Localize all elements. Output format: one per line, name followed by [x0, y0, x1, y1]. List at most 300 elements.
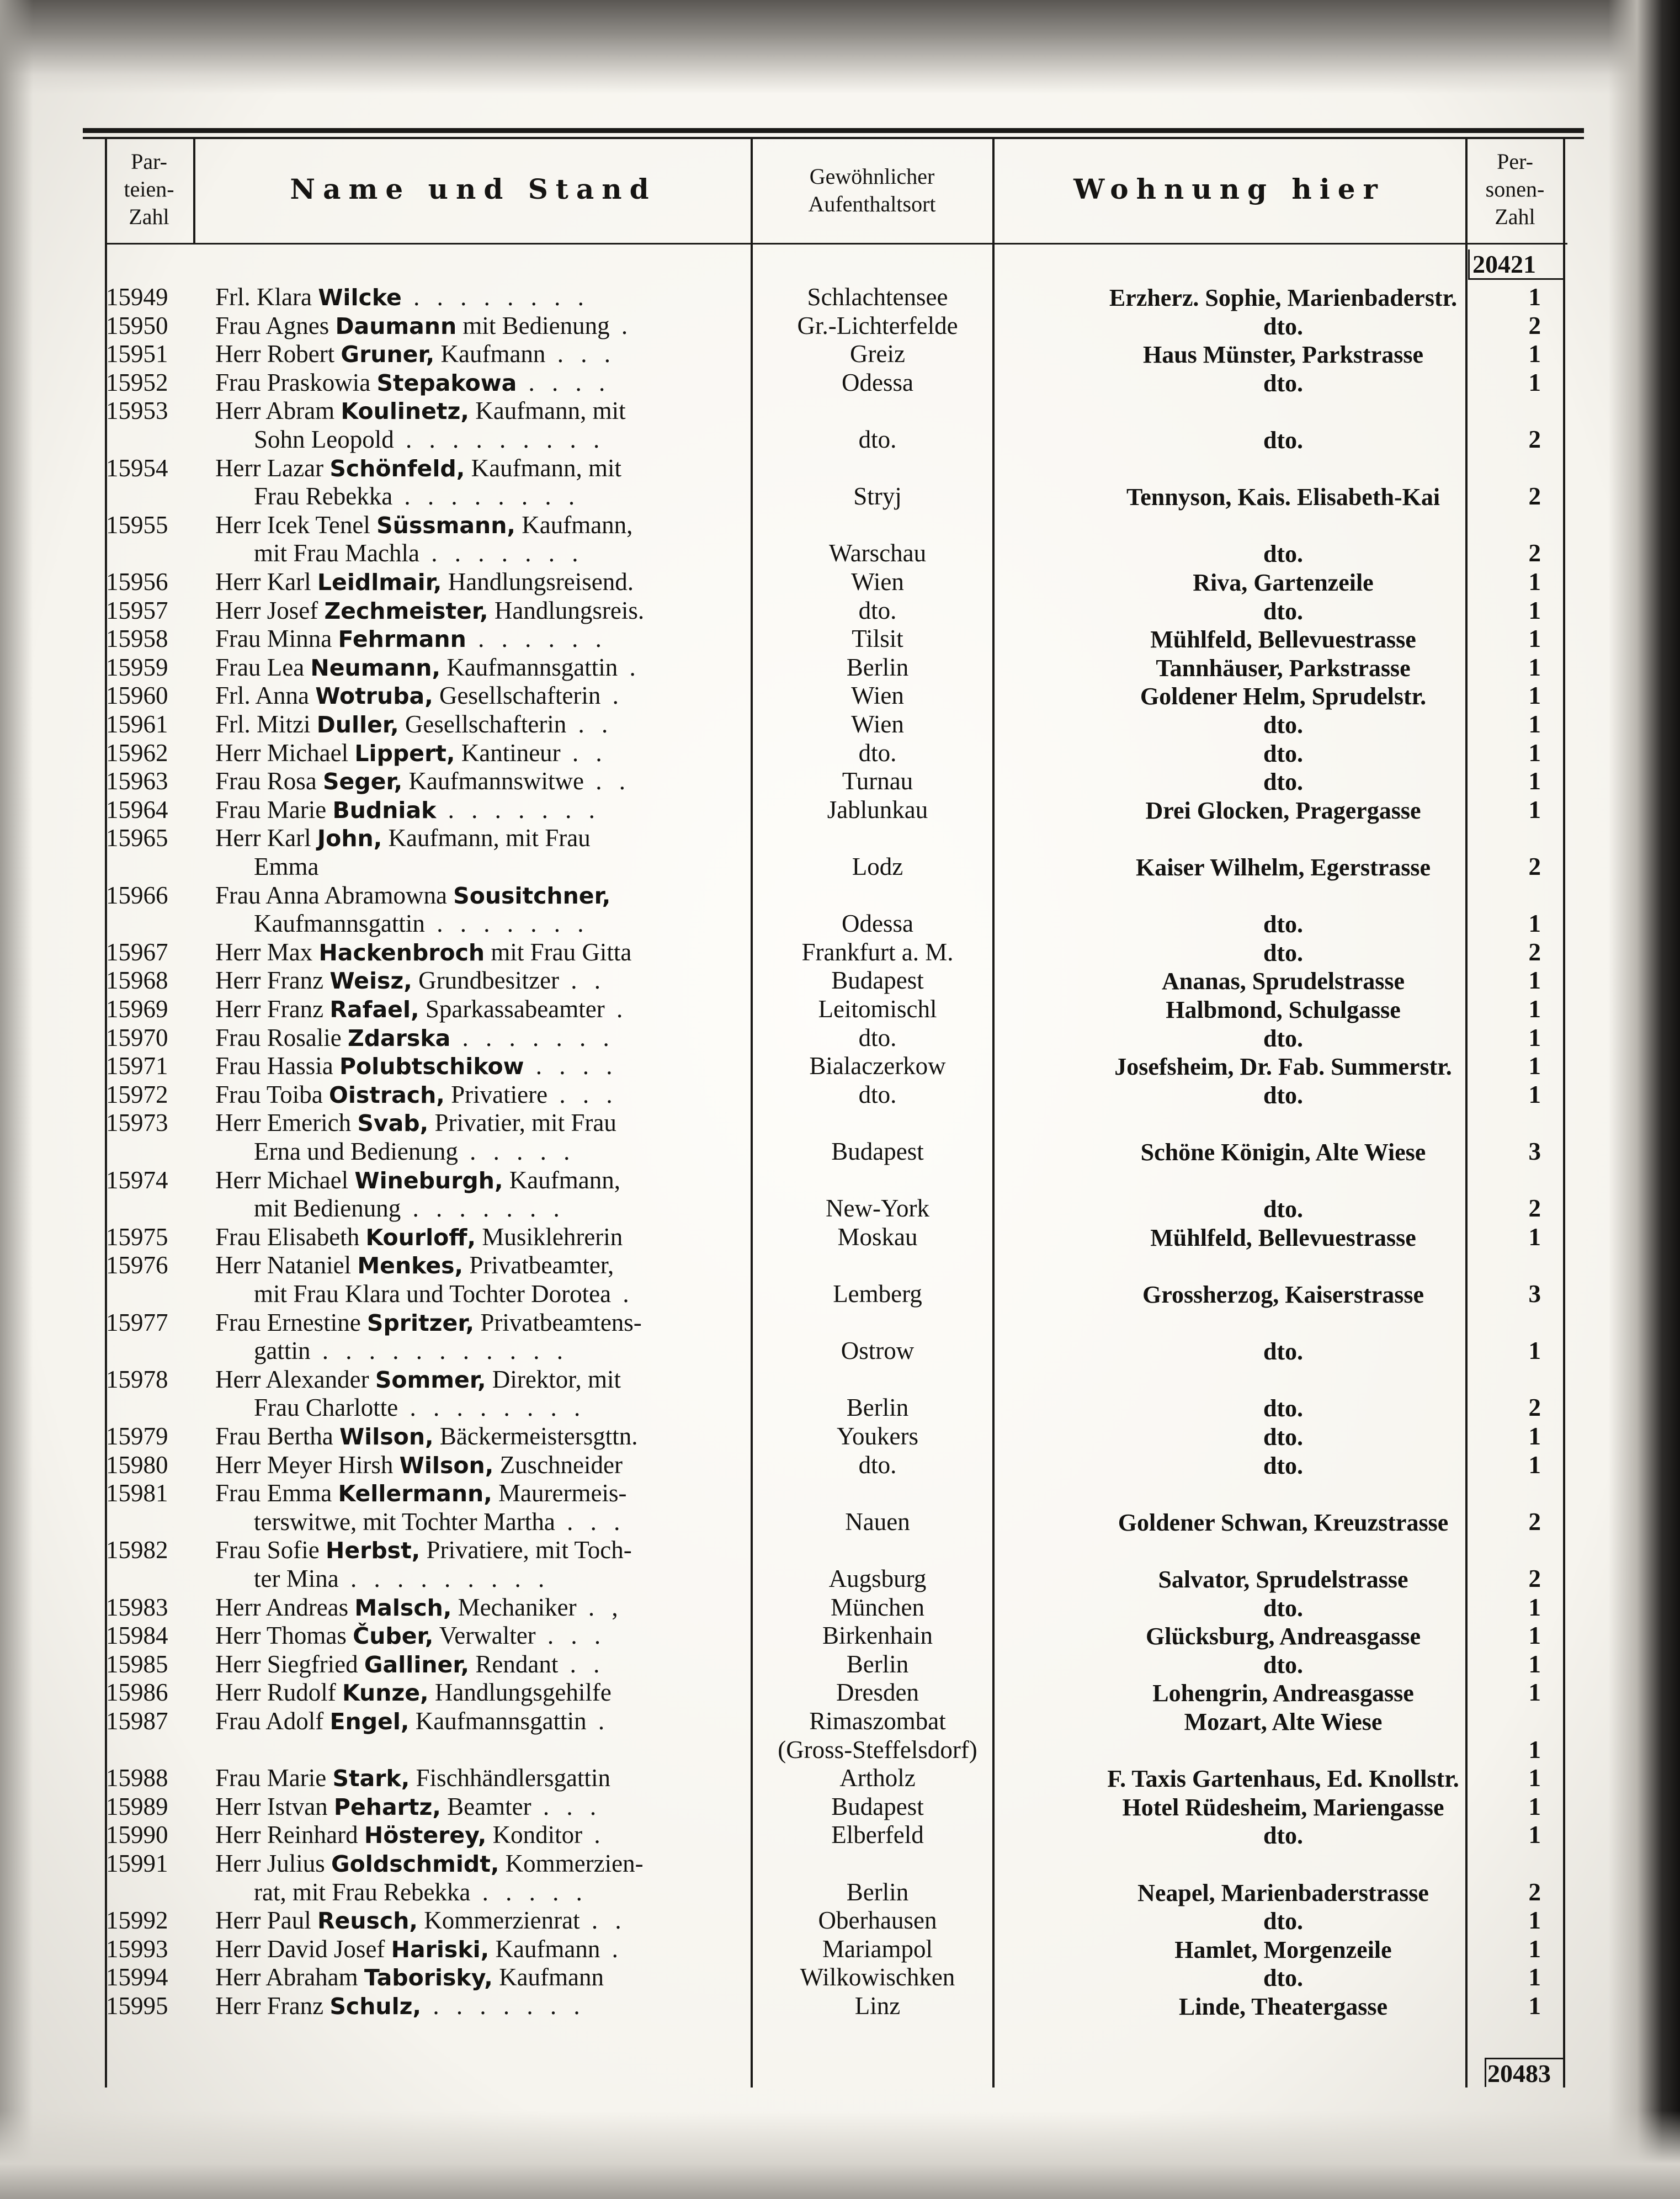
entry-lodging: dto. — [1263, 312, 1304, 340]
entry-lodging: Lohengrin, Andreasgasse — [1152, 1680, 1414, 1707]
entry-residence: Greiz — [850, 340, 905, 368]
leader-dots: . . . . . . . — [401, 1194, 565, 1223]
name-text: Herr Icek Tenel — [215, 511, 377, 539]
entry-persons: 1 — [1528, 1337, 1541, 1365]
entry-number: 15981 — [106, 1479, 168, 1507]
name-text: Frau Hassia — [215, 1052, 339, 1080]
leader-dots: . . . . . — [458, 1138, 576, 1165]
name-text: Frau Charlotte — [254, 1394, 398, 1422]
entry-persons: 1 — [1528, 966, 1541, 995]
entry-persons: 1 — [1528, 283, 1541, 311]
name-text: Herr Franz — [215, 995, 330, 1023]
leader-dots: . . . — [555, 1507, 626, 1536]
entry-name-line — [215, 1365, 621, 1394]
name-text: Herr Paul — [215, 1906, 317, 1935]
name-text: Herr Karl — [215, 824, 317, 852]
entry-name-line — [215, 1593, 624, 1622]
entry-residence: Nauen — [845, 1507, 910, 1536]
occupation-text: Verwalter — [433, 1622, 536, 1650]
entry-residence: dto. — [858, 596, 897, 624]
surname: John, — [317, 825, 382, 852]
name-text: rat, mit Frau Rebekka — [254, 1878, 471, 1906]
occupation-text: Kantineur — [455, 739, 561, 767]
surname: Hariski, — [391, 1936, 490, 1963]
surname: Pehartz, — [333, 1793, 441, 1820]
header-rule — [105, 243, 1567, 245]
name-text: Frl. Mitzi — [215, 710, 317, 738]
entry-lodging: dto. — [1263, 540, 1304, 568]
name-text: Frau Sofie — [215, 1536, 326, 1564]
name-text: Frau Rebekka — [254, 482, 393, 511]
entry-persons: 1 — [1528, 710, 1541, 738]
carry-in-total: 20421 — [1472, 250, 1536, 278]
entry-number: 15975 — [106, 1223, 168, 1251]
occupation-text: Kaufmann, mit Frau — [382, 824, 591, 852]
occupation-text: Handlungsreis. — [488, 596, 645, 624]
leader-dots: . . . . — [524, 1052, 618, 1080]
entry-name-line — [215, 1906, 627, 1935]
entry-number: 15985 — [106, 1650, 168, 1678]
entry-lodging: dto. — [1263, 1908, 1304, 1935]
entry-name-line — [215, 1935, 624, 1964]
entry-name-line — [254, 539, 583, 567]
entry-residence: Stryj — [853, 482, 902, 511]
surname: Stepakowa — [376, 369, 517, 396]
occupation-text: Beamter — [440, 1792, 531, 1820]
entry-name-line — [215, 624, 607, 654]
header-line: Zahl — [1495, 204, 1535, 229]
surname: Stark, — [332, 1765, 410, 1792]
entry-number: 15971 — [106, 1052, 168, 1080]
occupation-text: Privatier, mit Frau — [428, 1109, 616, 1137]
entry-number: 15969 — [106, 995, 168, 1023]
entry-persons: 2 — [1528, 1565, 1541, 1592]
entry-name-line — [215, 710, 613, 739]
entry-number: 15957 — [106, 596, 168, 624]
entry-residence: Augsburg — [828, 1565, 927, 1592]
entry-name-line — [215, 1166, 620, 1195]
entry-name-line — [215, 339, 616, 369]
entry-name-line — [215, 1707, 610, 1736]
surname: Hösterey, — [364, 1822, 487, 1849]
surname: Polubtschikow — [339, 1053, 524, 1080]
entry-number: 15958 — [106, 625, 168, 653]
entry-residence: Odessa — [842, 368, 913, 396]
entry-persons: 1 — [1528, 1735, 1541, 1764]
entry-residence: Moskau — [837, 1223, 918, 1251]
surname: Zdarska — [347, 1024, 451, 1051]
entry-number: 15995 — [106, 1992, 168, 2020]
entry-residence: (Gross-Steffelsdorf) — [778, 1735, 977, 1764]
entry-number: 15962 — [106, 739, 168, 767]
entry-lodging: dto. — [1263, 768, 1304, 796]
entry-number: 15959 — [106, 653, 168, 681]
entry-name-line — [215, 881, 610, 910]
occupation-text: Privatiere — [444, 1080, 548, 1108]
entry-residence: Ostrow — [841, 1337, 915, 1365]
entry-residence: Bialaczerkow — [809, 1052, 946, 1080]
entry-residence: München — [831, 1593, 924, 1621]
entry-lodging: dto. — [1263, 1081, 1304, 1109]
entry-residence: dto. — [858, 426, 897, 453]
header-line: Aufenthaltsort — [808, 192, 936, 216]
entry-persons: 1 — [1528, 1650, 1541, 1678]
name-text: Frau Rosa — [215, 767, 323, 795]
surname: Kourloff, — [365, 1224, 476, 1251]
occupation-text: Handlungsreisend. — [442, 568, 634, 596]
name-text: Frau Lea — [215, 653, 311, 681]
entry-number: 15965 — [106, 824, 168, 852]
entry-lodging: dto. — [1263, 1395, 1304, 1422]
entry-persons: 1 — [1528, 1023, 1541, 1051]
entry-lodging: dto. — [1263, 1964, 1304, 1992]
leader-dots: . . . . . . . . . . . — [310, 1337, 568, 1365]
leader-dots: . . . . . . . . — [401, 283, 589, 311]
entry-persons: 1 — [1528, 1593, 1541, 1621]
entry-persons: 1 — [1528, 1906, 1541, 1935]
entry-residence: Rimaszombat — [809, 1707, 946, 1735]
column-divider — [751, 139, 753, 2088]
entry-persons: 3 — [1528, 1138, 1541, 1165]
name-text: Frau Anna Abramowna — [215, 881, 454, 909]
entry-lodging: Mozart, Alte Wiese — [1184, 1708, 1383, 1735]
entry-name-line — [215, 368, 610, 397]
name-text: Herr Reinhard — [215, 1821, 364, 1849]
entry-lodging: Tannhäuser, Parkstrasse — [1156, 654, 1411, 682]
entry-name-line — [254, 1137, 575, 1166]
entry-name-line — [254, 1336, 568, 1365]
occupation-text: Kaufmann, mit — [469, 397, 626, 425]
entry-name-line — [215, 824, 591, 853]
surname: Sousitchner, — [453, 882, 611, 909]
entry-persons: 1 — [1528, 1451, 1541, 1479]
name-text: Frau Toiba — [215, 1080, 329, 1108]
entry-lodging: Goldener Schwan, Kreuzstrasse — [1118, 1509, 1449, 1536]
surname: Süssmann, — [376, 512, 515, 539]
surname: Wilcke — [318, 284, 402, 311]
header-line: sonen- — [1485, 177, 1545, 201]
surname: Menkes, — [357, 1252, 464, 1279]
entry-residence: Schlachtensee — [807, 283, 948, 311]
entry-name-line — [215, 1451, 623, 1480]
entry-lodging: Josefsheim, Dr. Fab. Summerstr. — [1114, 1053, 1452, 1081]
name-text: Herr Abraham — [215, 1963, 364, 1991]
entry-lodging: dto. — [1263, 369, 1304, 397]
occupation-text: Privatbeamter, — [463, 1251, 614, 1279]
entry-residence: Wien — [851, 568, 904, 596]
leader-dots: . — [604, 995, 629, 1023]
surname: Seger, — [323, 768, 403, 795]
entry-lodging: Kaiser Wilhelm, Egerstrasse — [1135, 854, 1431, 881]
entry-number: 15993 — [106, 1935, 168, 1963]
column-divider — [193, 139, 195, 244]
entry-residence: Wien — [851, 682, 904, 710]
carry-out-total: 20483 — [1487, 2059, 1551, 2088]
occupation-text: Privatbeamtens- — [474, 1308, 642, 1336]
entry-persons: 1 — [1528, 1821, 1541, 1849]
entry-number: 15949 — [106, 283, 168, 311]
name-text: mit Frau Klara und Tochter Dorotea — [254, 1280, 612, 1308]
occupation-text: Gesellschafterin — [398, 710, 567, 738]
scan-shadow-bottom — [0, 2111, 1680, 2199]
entry-residence: Leitomischl — [818, 995, 937, 1023]
name-text: Frl. Klara — [215, 283, 318, 311]
name-text: Frau Elisabeth — [215, 1223, 366, 1251]
entry-name-line — [215, 795, 600, 825]
surname: Schönfeld, — [329, 455, 465, 482]
occupation-text: Rendant — [469, 1650, 559, 1678]
entry-number: 15974 — [106, 1166, 168, 1194]
entry-residence: Jablunkau — [827, 795, 928, 824]
entry-persons: 1 — [1528, 596, 1541, 624]
entry-lodging: Salvator, Sprudelstrasse — [1158, 1566, 1408, 1593]
entry-number: 15992 — [106, 1906, 168, 1935]
entry-lodging: Ananas, Sprudelstrasse — [1161, 968, 1405, 995]
entry-persons: 1 — [1528, 1080, 1541, 1108]
entry-name-line — [215, 1108, 616, 1138]
entry-name-line — [254, 852, 318, 881]
name-text: Herr Franz — [215, 966, 330, 995]
entry-name-line — [215, 1963, 604, 1992]
surname: Herbst, — [325, 1537, 421, 1564]
entry-persons: 2 — [1528, 1507, 1541, 1536]
entry-lodging: Hotel Rüdesheim, Mariengasse — [1122, 1793, 1444, 1821]
leader-dots: . . . . — [517, 368, 611, 396]
entry-persons: 1 — [1528, 1792, 1541, 1820]
name-text: Herr Josef — [215, 596, 325, 624]
entry-lodging: Mühlfeld, Bellevuestrasse — [1150, 626, 1416, 654]
header-personen-zahl — [1468, 148, 1562, 231]
header-line: Zahl — [129, 204, 169, 229]
entry-lodging: Halbmond, Schulgasse — [1166, 996, 1401, 1023]
entry-number: 15952 — [106, 368, 168, 396]
name-text: terswitwe, mit Tochter Martha — [254, 1507, 555, 1536]
entry-residence: Oberhausen — [818, 1906, 937, 1935]
surname: Leidlmair, — [317, 569, 442, 596]
entry-number: 15976 — [106, 1251, 168, 1279]
entry-name-line — [254, 425, 605, 454]
surname: Engel, — [329, 1708, 410, 1735]
surname: Gruner, — [341, 341, 435, 368]
entry-residence: dto. — [858, 739, 897, 767]
entry-persons: 2 — [1528, 539, 1541, 567]
scan-shadow-top — [0, 0, 1680, 94]
name-text: Emma — [254, 853, 319, 880]
entry-residence: Frankfurt a. M. — [801, 938, 954, 966]
name-text: mit Bedienung — [254, 1194, 401, 1223]
entry-lodging: Haus Münster, Parkstrasse — [1142, 341, 1424, 369]
entry-residence: Linz — [854, 1992, 901, 2020]
entry-lodging: dto. — [1263, 597, 1304, 625]
occupation-text: Mechaniker — [451, 1593, 577, 1621]
leader-dots: . . . — [547, 1080, 618, 1108]
entry-number: 15988 — [106, 1764, 168, 1792]
occupation-text: Handlungsgehilfe — [428, 1679, 612, 1707]
leader-dots: . — [586, 1707, 610, 1735]
entry-persons: 1 — [1528, 767, 1541, 795]
surname: Weisz, — [329, 968, 412, 995]
entry-number: 15955 — [106, 511, 168, 539]
leader-dots: . . . . . . . — [424, 910, 589, 938]
entry-persons: 1 — [1528, 995, 1541, 1023]
leader-dots: . . — [580, 1906, 627, 1935]
entry-lodging: dto. — [1263, 1822, 1304, 1850]
entry-name-line — [215, 767, 631, 796]
entry-lodging: dto. — [1263, 1452, 1304, 1479]
name-text: Frl. Anna — [215, 682, 316, 710]
name-text: Frau Adolf — [215, 1707, 330, 1735]
leader-dots: . — [582, 1821, 606, 1849]
entry-name-line — [215, 966, 606, 995]
occupation-text: Kaufmann, — [515, 511, 633, 539]
name-text: Herr Karl — [215, 568, 317, 596]
entry-number: 15978 — [106, 1365, 168, 1393]
name-text: Frau Emma — [215, 1479, 338, 1507]
entry-number: 15986 — [106, 1679, 168, 1707]
entry-lodging: dto. — [1263, 911, 1304, 938]
entry-lodging: dto. — [1263, 1338, 1304, 1366]
entry-residence: New-York — [826, 1194, 929, 1223]
entry-lodging: dto. — [1263, 740, 1304, 767]
entry-number: 15954 — [106, 454, 168, 482]
entry-name-line — [215, 1223, 623, 1252]
leader-dots: . . . . . . — [466, 625, 607, 653]
occupation-text: Kaufmann, — [503, 1166, 620, 1194]
entry-number: 15991 — [106, 1850, 168, 1877]
entry-name-line — [215, 283, 589, 312]
name-text: Frau Marie — [215, 795, 333, 824]
name-text: Herr Lazar — [215, 454, 330, 482]
occupation-text: Kommerzienrat — [418, 1906, 580, 1935]
entry-persons: 1 — [1528, 340, 1541, 368]
entry-number: 15973 — [106, 1109, 168, 1137]
occupation-text: Direktor, mit — [486, 1365, 621, 1393]
leader-dots: . , — [576, 1593, 624, 1621]
surname: Lippert, — [354, 740, 455, 767]
leader-dots: . . . . . . . — [436, 795, 600, 824]
entry-lodging: dto. — [1263, 1594, 1304, 1622]
entry-persons: 1 — [1528, 1963, 1541, 1991]
name-text: Herr Nataniel — [215, 1251, 358, 1279]
entry-persons: 1 — [1528, 1764, 1541, 1792]
name-text: Kaufmannsgattin — [254, 910, 425, 938]
entry-name-line — [215, 1621, 606, 1650]
leader-dots: . — [600, 682, 624, 710]
surname: Malsch, — [354, 1594, 452, 1621]
entry-name-line — [254, 909, 589, 938]
surname: Wilson, — [399, 1452, 494, 1479]
surname: Wilson, — [339, 1423, 434, 1450]
name-text: Herr Rudolf — [215, 1679, 342, 1707]
entry-persons: 1 — [1528, 1622, 1541, 1650]
entry-number: 15967 — [106, 938, 168, 966]
entry-name-line — [215, 995, 628, 1024]
name-text: Herr Robert — [215, 340, 341, 368]
surname: Hackenbroch — [318, 939, 485, 966]
surname: Taborisky, — [364, 1964, 493, 1991]
surname: Rafael, — [329, 996, 419, 1023]
name-text: Frau Marie — [215, 1764, 333, 1792]
entry-number: 15966 — [106, 881, 168, 909]
leader-dots: . . . — [545, 340, 616, 368]
surname: Kellermann, — [338, 1480, 492, 1507]
surname: Duller, — [316, 711, 399, 738]
entry-number: 15961 — [106, 710, 168, 738]
entry-residence: dto. — [858, 1080, 897, 1108]
occupation-text: mit Frau Gitta — [485, 938, 632, 966]
entry-name-line — [215, 653, 641, 682]
entry-residence: Mariampol — [822, 1935, 933, 1963]
occupation-text: Sparkassabeamter — [419, 995, 605, 1023]
entry-lodging: Grossherzog, Kaiserstrasse — [1142, 1281, 1424, 1308]
surname: Neumann, — [310, 654, 441, 681]
entry-number: 15950 — [106, 311, 168, 339]
surname: Galliner, — [364, 1651, 470, 1678]
entry-residence: Budapest — [831, 1792, 924, 1820]
entry-number: 15983 — [106, 1593, 168, 1621]
entry-number: 15979 — [106, 1422, 168, 1450]
entry-name-line — [215, 1849, 644, 1878]
header-line: Name und Stand — [290, 173, 657, 205]
entry-persons: 1 — [1528, 368, 1541, 396]
occupation-text: Konditor — [486, 1821, 583, 1849]
entry-lodging: Tennyson, Kais. Elisabeth-Kai — [1126, 484, 1440, 511]
entry-persons: 1 — [1528, 682, 1541, 710]
entry-name-line — [215, 567, 634, 597]
name-text: Frau Minna — [215, 625, 338, 653]
leader-dots: . . . — [531, 1792, 602, 1820]
top-rule-thin — [83, 137, 1584, 139]
entry-name-line — [215, 1820, 606, 1850]
entry-number: 15980 — [106, 1451, 168, 1479]
occupation-text: Kaufmann — [489, 1935, 600, 1963]
entry-name-line — [215, 311, 633, 341]
header-line: Gewöhnlicher — [809, 164, 935, 189]
name-text: Herr Max — [215, 938, 319, 966]
entry-residence: Warschau — [828, 539, 927, 567]
leader-dots: . . . . . . . — [421, 1992, 586, 2020]
occupation-text: Zuschneider — [493, 1451, 623, 1479]
name-text: Frau Ernestine — [215, 1308, 367, 1336]
surname: Reusch, — [317, 1908, 418, 1935]
entry-name-line — [215, 681, 624, 710]
leader-dots: . — [611, 1280, 635, 1308]
entry-name-line — [254, 482, 580, 511]
surname: Čuber, — [353, 1623, 434, 1650]
entry-lodging: Drei Glocken, Pragergasse — [1145, 796, 1421, 824]
entry-persons: 1 — [1528, 1422, 1541, 1450]
entry-name-line — [215, 1051, 618, 1081]
entry-name-line — [215, 396, 626, 426]
leader-dots: . . . — [535, 1622, 607, 1650]
entry-residence: Berlin — [846, 1878, 909, 1906]
entry-name-line — [215, 1422, 638, 1451]
name-text: Herr Julius — [215, 1850, 331, 1877]
header-line: Per- — [1497, 149, 1533, 174]
surname: Schulz, — [329, 1993, 422, 2020]
leader-dots: . . — [560, 739, 608, 767]
entry-persons: 1 — [1528, 739, 1541, 767]
entry-residence: Birkenhain — [822, 1622, 933, 1650]
name-text: Herr Istvan — [215, 1792, 334, 1820]
entry-persons: 1 — [1528, 653, 1541, 681]
occupation-text: Maurermeis- — [492, 1479, 627, 1507]
entry-number: 15977 — [106, 1308, 168, 1336]
leader-dots: . . . . . . . . . — [394, 426, 605, 453]
entry-residence: dto. — [858, 1451, 897, 1479]
entry-lodging: Linde, Theatergasse — [1178, 1993, 1388, 2020]
entry-residence: Budapest — [831, 966, 924, 995]
